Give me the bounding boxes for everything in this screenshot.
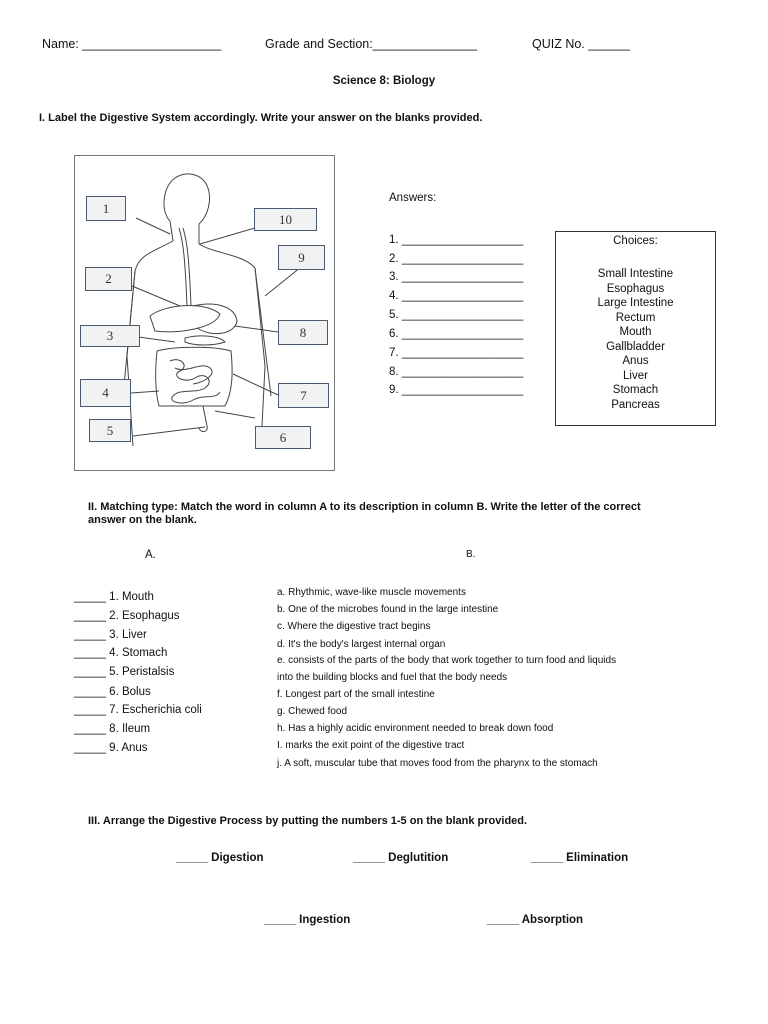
answer-line-5[interactable]: 5. ___________________	[389, 309, 524, 321]
part2-instruction-line2: answer on the blank.	[88, 514, 197, 526]
col-b-item-j: j. A soft, muscular tube that moves food from the pharynx to the stomach	[277, 758, 598, 769]
grade-section-field[interactable]: Grade and Section:_______________	[265, 37, 477, 51]
answers-title: Answers:	[389, 192, 437, 204]
diagram-label-4: 4	[80, 379, 131, 407]
col-a-item-2[interactable]: _____ 2. Esophagus	[74, 610, 180, 622]
choice-item: Small Intestine	[597, 268, 674, 280]
col-b-item-e: e. consists of the parts of the body that work together to turn food and liquids	[277, 655, 617, 666]
answer-line-6[interactable]: 6. ___________________	[389, 328, 524, 340]
diagram-label-3: 3	[80, 325, 140, 347]
col-b-item-c: c. Where the digestive tract begins	[277, 621, 431, 632]
choices-title: Choices:	[613, 235, 658, 247]
diagram-label-2: 2	[85, 267, 132, 291]
col-b-item-e-cont: into the building blocks and fuel that the body needs	[277, 672, 508, 683]
process-elimination[interactable]: _____ Elimination	[531, 852, 629, 864]
diagram-label-1: 1	[86, 196, 126, 221]
part3-instruction: III. Arrange the Digestive Process by putting the numbers 1-5 on the blank provided.	[88, 815, 528, 827]
answer-line-2[interactable]: 2. ___________________	[389, 253, 524, 265]
col-a-item-5[interactable]: _____ 5. Peristalsis	[74, 666, 175, 678]
diagram-label-10: 10	[254, 208, 317, 231]
digestive-system-diagram	[74, 155, 335, 471]
diagram-label-8: 8	[278, 320, 328, 345]
choice-item: Anus	[622, 355, 649, 367]
choice-item: Stomach	[612, 384, 659, 396]
diagram-label-9: 9	[278, 245, 325, 270]
choice-item: Pancreas	[611, 398, 660, 411]
col-a-item-8[interactable]: _____ 8. Ileum	[74, 723, 151, 735]
process-ingestion[interactable]: _____ Ingestion	[264, 914, 351, 926]
col-b-item-f: f. Longest part of the small intestine	[277, 689, 435, 700]
diagram-label-6: 6	[255, 426, 311, 449]
col-a-item-4[interactable]: _____ 4. Stomach	[74, 647, 168, 659]
part2-instruction-line1: II. Matching type: Match the word in column A to its description in column B. Write the letter of the correct	[88, 501, 641, 513]
choice-item: Liver	[623, 369, 648, 382]
answer-line-8[interactable]: 8. ___________________	[389, 366, 524, 378]
choice-item: Mouth	[619, 326, 652, 338]
choice-item: Large Intestine	[597, 297, 674, 309]
choice-item: Rectum	[615, 311, 656, 324]
col-a-item-6[interactable]: _____ 6. Bolus	[74, 686, 151, 698]
col-b-item-a: a. Rhythmic, wave-like muscle movements	[277, 587, 466, 598]
page-title: Science 8: Biology	[332, 75, 436, 87]
answer-line-1[interactable]: 1. ___________________	[389, 234, 524, 246]
col-b-item-h: h. Has a highly acidic environment needed to break down food	[277, 723, 554, 734]
col-a-item-1[interactable]: _____ 1. Mouth	[74, 591, 154, 603]
name-field[interactable]: Name: ____________________	[42, 37, 222, 51]
quiz-number-field[interactable]: QUIZ No. ______	[532, 37, 630, 51]
answer-line-3[interactable]: 3. ___________________	[389, 271, 524, 283]
choices-box	[555, 231, 716, 426]
column-b-header: B.	[466, 549, 476, 560]
choice-item: Gallbladder	[606, 340, 665, 353]
col-b-item-b: b. One of the microbes found in the large intestine	[277, 604, 499, 615]
diagram-label-7: 7	[278, 383, 329, 408]
part1-instruction: I. Label the Digestive System accordingly. Write your answer on the blanks provided.	[39, 112, 483, 124]
col-b-item-i: I. marks the exit point of the digestive tract	[277, 740, 465, 751]
column-a-header: A.	[145, 549, 156, 561]
process-deglutition[interactable]: _____ Deglutition	[353, 852, 449, 864]
col-b-item-g: g. Chewed food	[277, 706, 348, 717]
col-a-item-3[interactable]: _____ 3. Liver	[74, 629, 147, 641]
col-a-item-9[interactable]: _____ 9. Anus	[74, 742, 148, 754]
process-digestion[interactable]: _____ Digestion	[176, 852, 264, 864]
answer-line-9[interactable]: 9. ___________________	[389, 384, 524, 396]
answer-line-4[interactable]: 4. ___________________	[389, 290, 524, 302]
choice-item: Esophagus	[606, 282, 665, 295]
diagram-label-5: 5	[89, 419, 131, 442]
col-b-item-d: d. It's the body's largest internal organ	[277, 639, 446, 650]
answer-line-7[interactable]: 7. ___________________	[389, 347, 524, 359]
choices-list	[556, 267, 715, 412]
col-a-item-7[interactable]: _____ 7. Escherichia coli	[74, 704, 202, 716]
process-absorption[interactable]: _____ Absorption	[487, 914, 584, 926]
